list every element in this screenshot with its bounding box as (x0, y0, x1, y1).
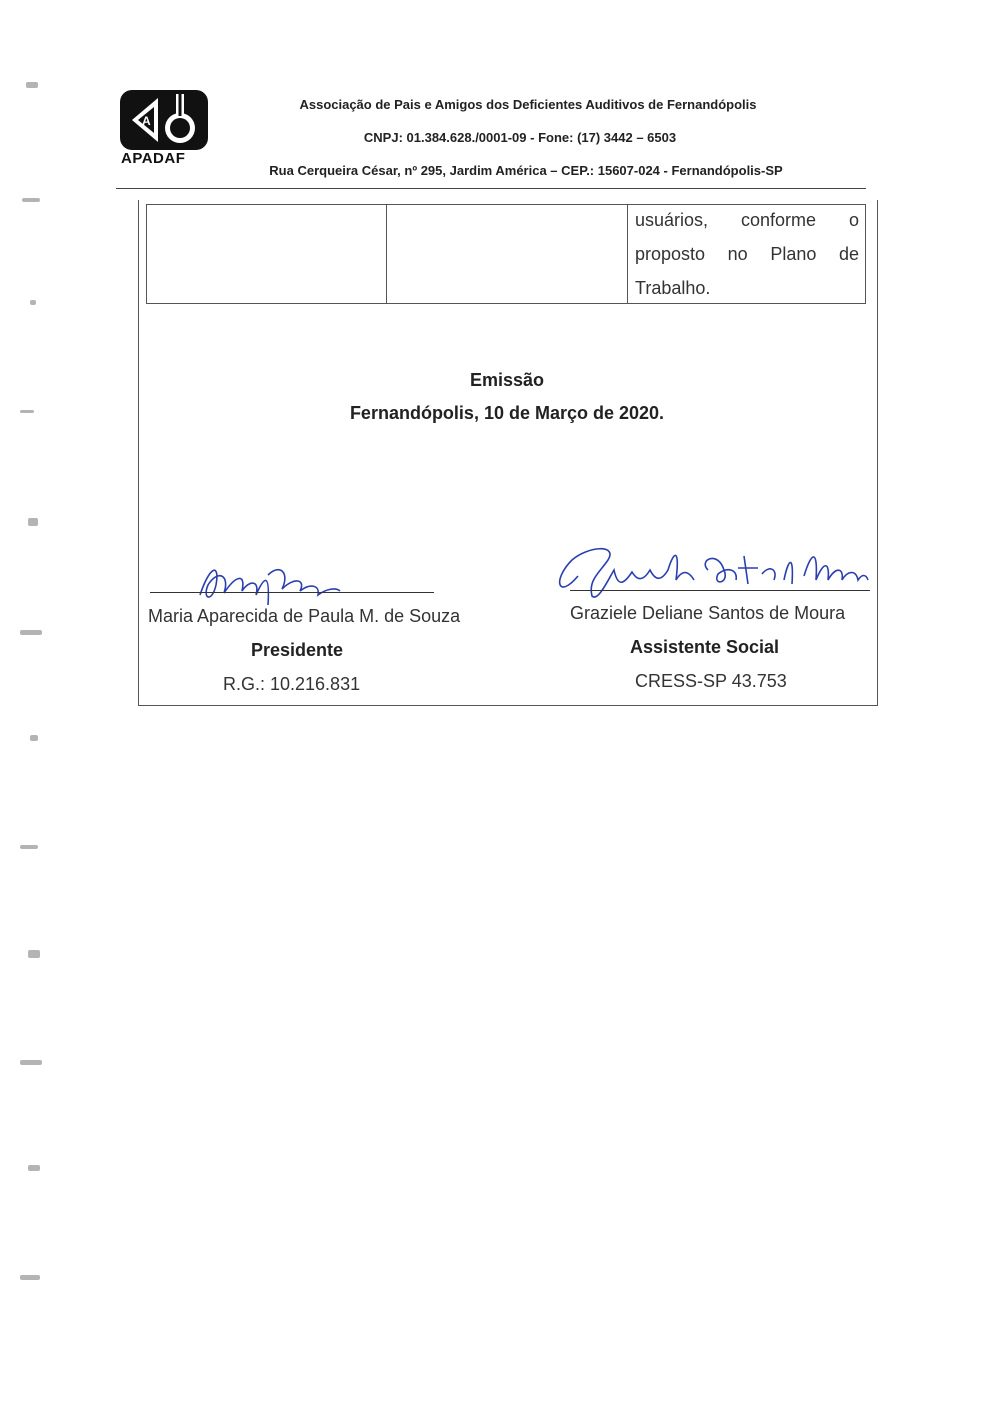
cell-line-3: Trabalho. (635, 278, 711, 298)
org-name: Associação de Pais e Amigos dos Deficientes Auditivos de Fernandópolis (299, 97, 757, 112)
table-cell-empty-1 (147, 205, 387, 303)
signature-line-social-worker (570, 590, 870, 591)
logo-text: APADAF (121, 150, 186, 167)
address: Rua Cerqueira César, nº 295, Jardim América – CEP.: 15607-024 - Fernandópolis-SP (269, 163, 783, 178)
signatory-name-1: Maria Aparecida de Paula M. de Souza (148, 606, 461, 626)
signatory-role-2: Assistente Social (630, 637, 780, 657)
signatory-id-2: CRESS-SP 43.753 (635, 671, 787, 691)
header-divider (116, 188, 866, 189)
cnpj-phone: CNPJ: 01.384.628./0001-09 - Fone: (17) 3442 – 6503 (363, 130, 677, 145)
table-cell-empty-2 (386, 205, 628, 303)
signatory-name-2: Graziele Deliane Santos de Moura (570, 603, 846, 623)
cell-line-2: proposto no Plano de (635, 244, 859, 264)
emission-title: Emissão (469, 370, 545, 390)
signature-social-worker (548, 540, 878, 608)
signatory-role-1: Presidente (251, 640, 344, 660)
table-cell-text (627, 205, 867, 303)
signature-line-president (150, 592, 434, 593)
cell-line-1: usuários, conforme o (635, 210, 859, 230)
svg-text:A: A (142, 114, 151, 128)
signatory-id-1: R.G.: 10.216.831 (223, 674, 361, 694)
table-row (146, 204, 866, 304)
emission-date: Fernandópolis, 10 de Março de 2020. (349, 403, 665, 423)
